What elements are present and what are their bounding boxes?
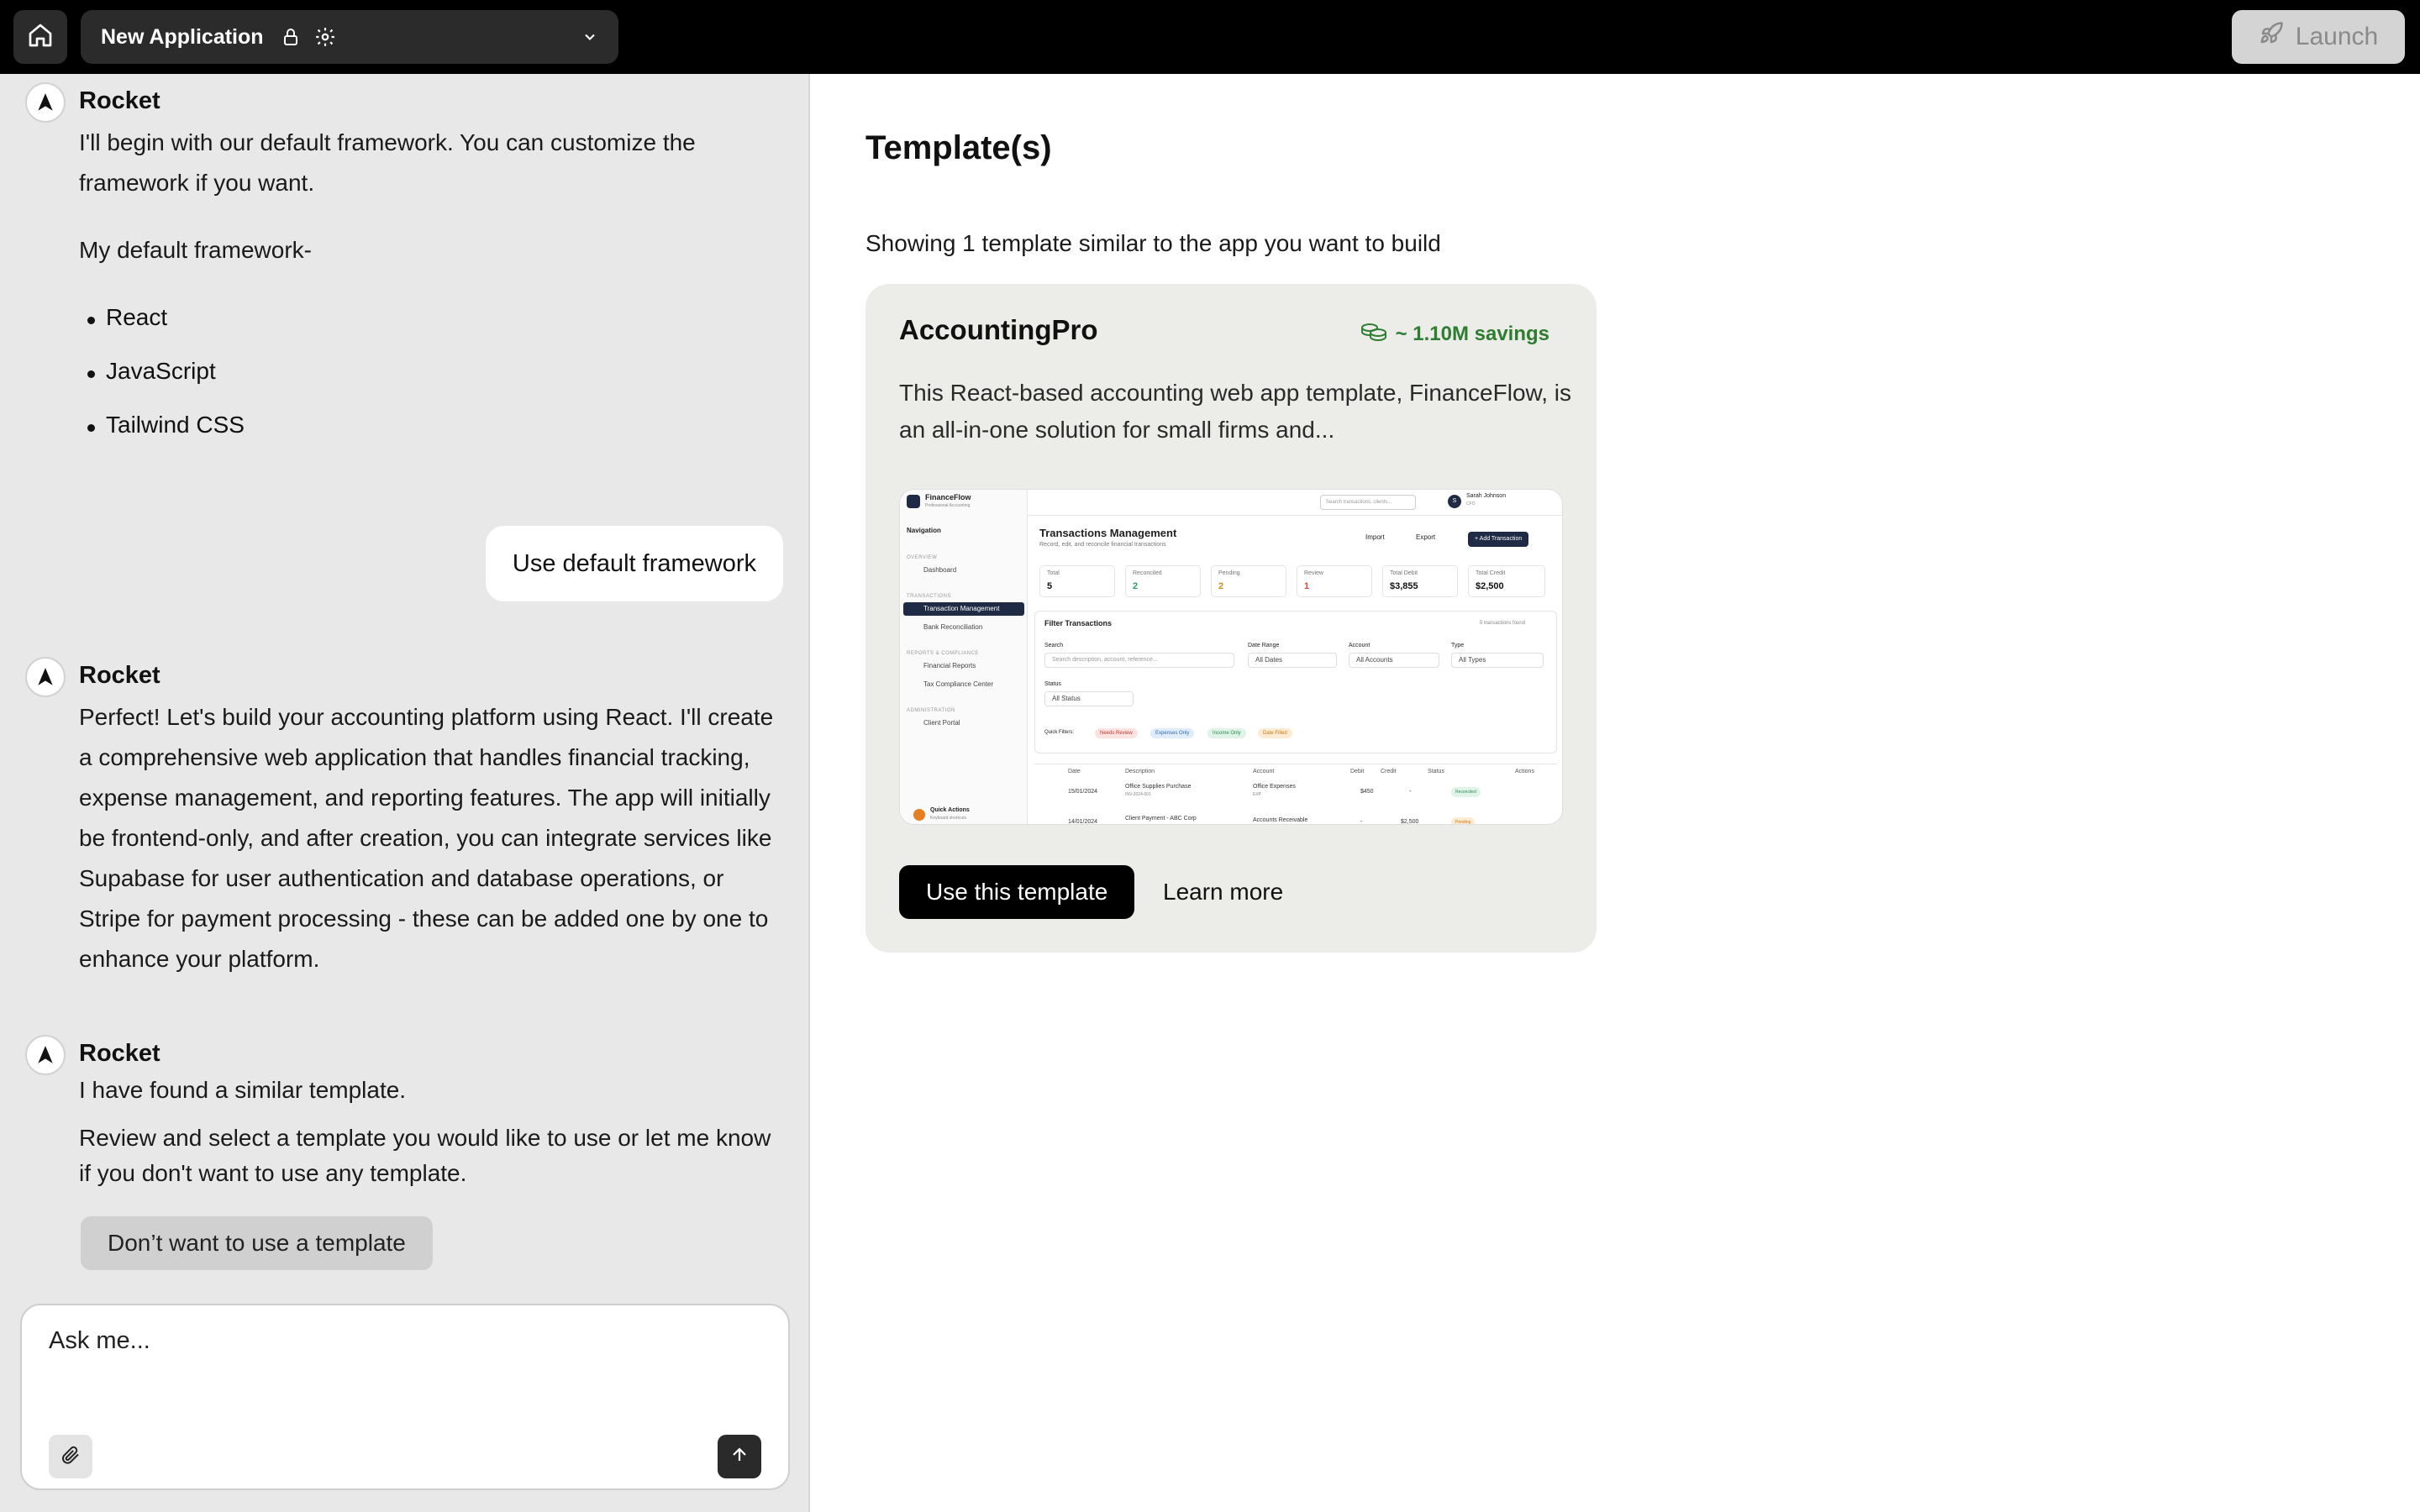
- preview-filter-chip: Needs Review: [1095, 728, 1138, 738]
- preview-cell: 15/01/2024: [1068, 789, 1098, 795]
- preview-nav-item: Financial Reports: [923, 662, 976, 669]
- stat-label: Reconciled: [1133, 570, 1162, 576]
- preview-cell: 14/01/2024: [1068, 819, 1098, 825]
- preview-cell: Office Supplies Purchase: [1125, 784, 1192, 790]
- preview-date-label: Date Range: [1248, 643, 1280, 648]
- no-template-button[interactable]: Don’t want to use a template: [81, 1216, 433, 1270]
- stat-value: 1: [1304, 581, 1310, 591]
- stat-label: Total: [1047, 570, 1060, 576]
- top-bar: [0, 0, 2420, 74]
- template-name: AccountingPro: [899, 314, 1098, 345]
- preview-col-header: Description: [1125, 769, 1155, 774]
- preview-search-label: Search: [1044, 643, 1064, 648]
- preview-nav-heading: Navigation: [907, 527, 941, 534]
- preview-section: OVERVIEW: [907, 555, 938, 560]
- stat-label: Total Debit: [1390, 570, 1418, 576]
- preview-quick-actions-sub: Keyboard shortcuts: [930, 816, 967, 821]
- attach-button[interactable]: [49, 1435, 92, 1478]
- template-description: This React-based accounting web app template, FinanceFlow, is an all-in-one solution for small firms and...: [899, 380, 1571, 443]
- preview-col-header: Debit: [1350, 769, 1365, 774]
- rocket-avatar: [25, 82, 66, 123]
- preview-nav-item: Dashboard: [923, 566, 957, 574]
- preview-col-header: Actions: [1515, 769, 1534, 774]
- preview-add-button: + Add Transaction: [1468, 532, 1528, 547]
- chat-input[interactable]: Ask me...: [49, 1327, 150, 1354]
- preview-stat-card: [1382, 565, 1458, 597]
- template-card: [865, 284, 1597, 953]
- preview-filter-title: Filter Transactions: [1044, 619, 1113, 627]
- preview-status-badge: Pending: [1451, 817, 1475, 825]
- preview-cell: Office Expenses: [1253, 784, 1296, 790]
- lock-icon[interactable]: [281, 27, 301, 47]
- stat-value: 2: [1218, 581, 1224, 591]
- preview-export: Export: [1416, 533, 1436, 541]
- chat-composer[interactable]: [20, 1304, 790, 1490]
- learn-more-link[interactable]: Learn more: [1163, 879, 1284, 905]
- preview-cell: Accounts Receivable: [1253, 817, 1308, 823]
- paperclip-icon: [60, 1445, 81, 1469]
- preview-search: Search transactions, clients...: [1320, 495, 1416, 510]
- preview-stat-card: [1039, 565, 1115, 597]
- preview-filter-chip: Date Filled: [1258, 728, 1292, 738]
- arrow-up-icon: [729, 1445, 750, 1469]
- template-preview[interactable]: [899, 489, 1563, 825]
- send-button[interactable]: [718, 1435, 761, 1478]
- preview-stat-card: [1211, 565, 1286, 597]
- savings-badge: [1360, 321, 1549, 347]
- launch-label: Launch: [2295, 23, 2379, 50]
- savings-text: ~ 1.10M savings: [1395, 322, 1549, 345]
- app-name: New Application: [101, 24, 264, 49]
- stat-value: $2,500: [1476, 581, 1504, 591]
- message-text: My default framework-: [79, 237, 312, 263]
- coins-icon: [1360, 321, 1387, 347]
- preview-section: ADMINISTRATION: [907, 708, 955, 713]
- preview-section: TRANSACTIONS: [907, 594, 952, 599]
- stat-value: $3,855: [1390, 581, 1418, 591]
- preview-filter-chip: Expenses Only: [1150, 728, 1194, 738]
- chevron-down-icon: [581, 29, 598, 50]
- preview-nav-item: Bank Reconciliation: [923, 623, 983, 631]
- preview-brand-sub: Professional Accounting: [925, 503, 971, 508]
- home-button[interactable]: [13, 10, 67, 64]
- launch-button[interactable]: [2232, 10, 2405, 64]
- stat-value: 5: [1047, 581, 1053, 591]
- preview-user-name: Sarah Johnson: [1466, 493, 1507, 499]
- preview-stat-card: [1125, 565, 1201, 597]
- preview-account-label: Account: [1349, 643, 1370, 648]
- preview-status-label: Status: [1044, 681, 1061, 687]
- preview-col-header: Status: [1428, 769, 1444, 774]
- list-item: React: [106, 304, 168, 330]
- preview-status-select: All Status: [1044, 691, 1134, 706]
- preview-filter-count: 5 transactions found: [1480, 621, 1526, 626]
- preview-header-divider: [1028, 515, 1563, 516]
- stat-label: Review: [1304, 570, 1323, 576]
- settings-icon[interactable]: [314, 26, 336, 48]
- message-sender: Rocket: [79, 662, 160, 689]
- preview-bolt-icon: [913, 809, 925, 821]
- preview-brand: FinanceFlow: [925, 493, 971, 501]
- preview-import: Import: [1365, 533, 1385, 541]
- preview-sidebar: [900, 490, 1028, 825]
- preview-cell: $2,500: [1401, 819, 1419, 825]
- preview-cell: -: [1409, 789, 1412, 795]
- preview-col-header: Account: [1253, 769, 1275, 774]
- rocket-avatar: [25, 657, 66, 697]
- preview-type-select: All Types: [1451, 653, 1544, 668]
- preview-status-badge: Reconciled: [1451, 787, 1481, 797]
- message-text: I'll begin with our default framework. You can customize the framework if you want.: [79, 129, 696, 196]
- preview-cell: Client Payment - ABC Corp: [1125, 816, 1197, 822]
- rocket-avatar: [25, 1035, 66, 1075]
- rocket-icon: [2259, 21, 2284, 53]
- preview-account-select: All Accounts: [1349, 653, 1439, 668]
- preview-stat-card: [1297, 565, 1372, 597]
- template-subtitle: Showing 1 template similar to the app you want to build: [865, 230, 1441, 256]
- preview-nav-item-active: Transaction Management: [903, 602, 1024, 616]
- preview-col-header: Date: [1068, 769, 1081, 774]
- stat-label: Total Credit: [1476, 570, 1506, 576]
- page-title: Template(s): [865, 129, 1052, 166]
- preview-logo-icon: [907, 495, 920, 508]
- message-sender: Rocket: [79, 1040, 160, 1067]
- home-icon: [27, 22, 54, 53]
- preview-cell: EXP: [1253, 792, 1262, 797]
- preview-col-header: Credit: [1381, 769, 1397, 774]
- preview-section: REPORTS & COMPLIANCE: [907, 651, 979, 656]
- message-text: I have found a similar template.: [79, 1077, 407, 1103]
- preview-cell: $450: [1360, 789, 1374, 795]
- stat-value: 2: [1133, 581, 1139, 591]
- template-panel: [812, 74, 2420, 1512]
- use-template-button[interactable]: Use this template: [899, 865, 1134, 919]
- app-selector[interactable]: [81, 10, 618, 64]
- preview-date-select: All Dates: [1248, 653, 1337, 668]
- preview-nav-item: Tax Compliance Center: [923, 680, 994, 688]
- user-message: Use default framework: [486, 526, 783, 601]
- preview-quick-filters: Quick Filters:: [1044, 730, 1075, 735]
- preview-search-field: Search description, account, reference...: [1044, 653, 1234, 668]
- preview-cell: INV-2024-001: [1125, 792, 1151, 797]
- chat-panel: [0, 74, 810, 1512]
- preview-avatar: S: [1448, 495, 1461, 508]
- preview-type-label: Type: [1451, 643, 1465, 648]
- preview-cell: -: [1360, 819, 1363, 825]
- message-text: Review and select a template you would like to use or let me know if you don't want to use any template.: [79, 1125, 771, 1186]
- preview-nav-item: Client Portal: [923, 719, 960, 727]
- preview-filter-chip: Income Only: [1207, 728, 1246, 738]
- list-item: JavaScript: [106, 358, 216, 384]
- preview-page-title: Transactions Management: [1039, 527, 1177, 539]
- message-text: Perfect! Let's build your accounting platform using React. I'll create a comprehensive web application that handles financial tracking, expense management, and reporting features. The app will initially be frontend-only, and after creation, you can integrate services like Supabase for user authentication and database operations, or Stripe for payment processing - these can be added one by one to enhance your platform.: [79, 704, 774, 972]
- preview-stat-card: [1468, 565, 1545, 597]
- stat-label: Pending: [1218, 570, 1240, 576]
- preview-quick-actions: Quick Actions: [930, 807, 970, 813]
- preview-page-sub: Record, edit, and reconcile financial transactions: [1039, 542, 1166, 548]
- preview-user-role: CFO: [1466, 501, 1476, 507]
- list-item: Tailwind CSS: [106, 412, 245, 438]
- message-sender: Rocket: [79, 87, 160, 114]
